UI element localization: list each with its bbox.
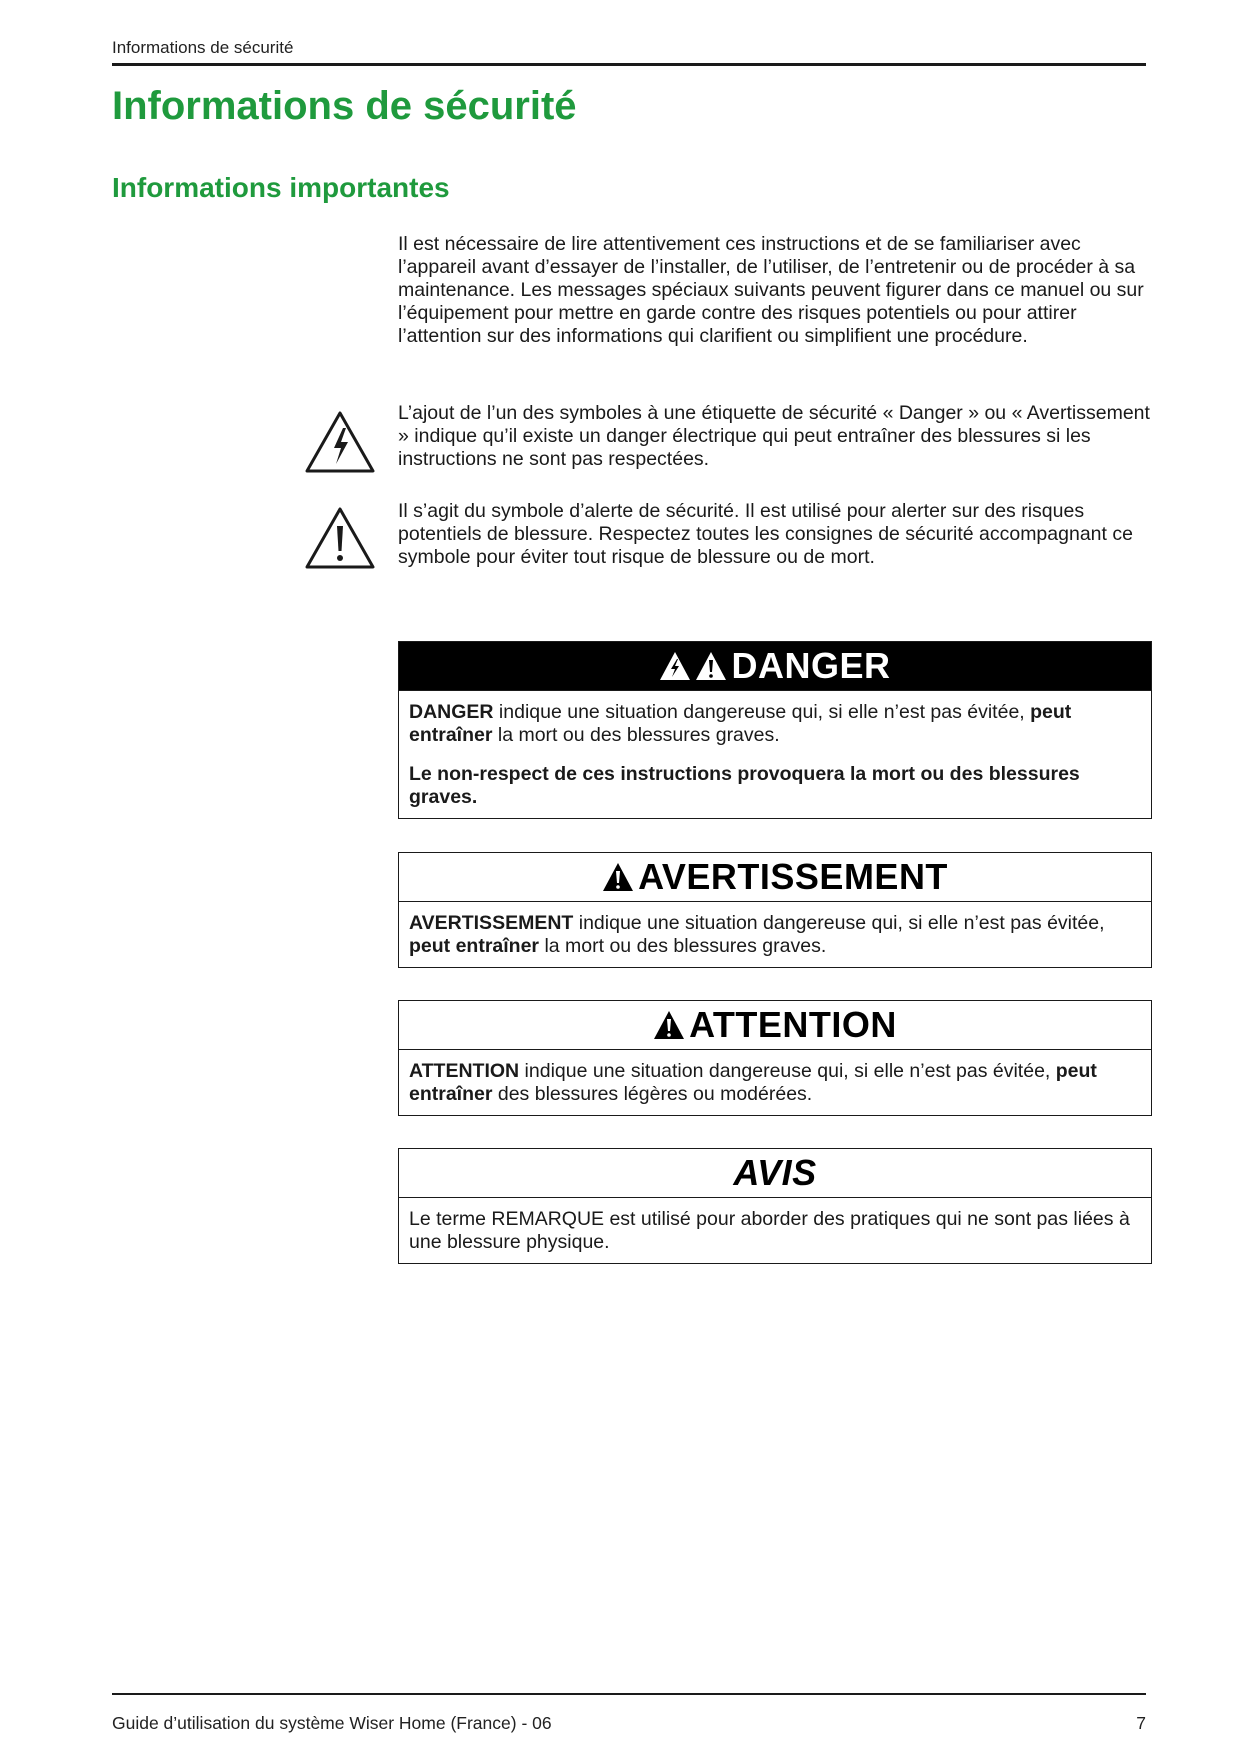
notice-body — [399, 1198, 1151, 1263]
page-number: 7 — [1136, 1713, 1146, 1733]
notice-header — [399, 1149, 1151, 1198]
caution-bold-a: peut entraîner — [409, 1060, 1097, 1105]
warning-text-a: indique une situation dangereuse qui, si elle n’est pas évitée, — [573, 912, 1105, 934]
danger-description — [409, 701, 1141, 747]
caution-header — [399, 1001, 1151, 1050]
safety-alert-icon — [304, 506, 376, 570]
electrical-hazard-icon — [659, 651, 691, 681]
footer-divider — [112, 1693, 1146, 1695]
footer-document-title: Guide d’utilisation du système Wiser Home (France) - 06 — [112, 1713, 552, 1733]
safety-alert-icon — [653, 1010, 685, 1040]
electrical-hazard-icon — [304, 410, 376, 474]
caution-body — [399, 1050, 1151, 1115]
danger-box — [398, 641, 1152, 819]
warning-text-b: la mort ou des blessures graves. — [539, 935, 827, 957]
safety-alert-icon — [695, 651, 727, 681]
caution-text-b: des blessures légères ou modérées. — [492, 1083, 813, 1105]
notice-description: Le terme REMARQUE est utilisé pour aborder des pratiques qui ne sont pas liées à une blessure physique. — [409, 1208, 1130, 1253]
danger-body — [399, 691, 1151, 818]
warning-box — [398, 852, 1152, 968]
safety-alert-icon — [602, 862, 634, 892]
caution-box — [398, 1000, 1152, 1116]
danger-note: Le non-respect de ces instructions provoquera la mort ou des blessures graves. — [409, 763, 1080, 808]
electrical-hazard-text: L’ajout de l’un des symboles à une étiquette de sécurité « Danger » ou « Avertissement » indique qu’il existe un danger électrique qui peut entraîner des blessures si les instructions ne sont pas respectées. — [398, 402, 1150, 470]
danger-bold-a: peut entraîner — [409, 701, 1072, 746]
running-header: Informations de sécurité — [112, 38, 294, 57]
danger-text-b: la mort ou des blessures graves. — [492, 724, 780, 746]
warning-body — [399, 902, 1151, 967]
danger-header — [399, 642, 1151, 691]
caution-description — [409, 1060, 1141, 1106]
warning-description — [409, 912, 1141, 958]
warning-header — [399, 853, 1151, 902]
warning-bold-a: peut entraîner — [409, 935, 540, 957]
notice-box — [398, 1148, 1152, 1264]
warning-term: AVERTISSEMENT — [409, 912, 574, 934]
page-title: Informations de sécurité — [112, 84, 577, 128]
header-divider — [112, 63, 1146, 66]
caution-text-a: indique une situation dangereuse qui, si elle n’est pas évitée, — [519, 1060, 1056, 1082]
caution-term: ATTENTION — [409, 1060, 520, 1082]
danger-text-a: indique une situation dangereuse qui, si elle n’est pas évitée, — [493, 701, 1031, 723]
danger-term: DANGER — [409, 701, 494, 723]
caution-title: ATTENTION — [689, 1004, 897, 1045]
notice-title: AVIS — [733, 1152, 817, 1193]
intro-paragraph: Il est nécessaire de lire attentivement ces instructions et de se familiariser avec l’appareil avant d’essayer de l’installer, de l’utiliser, de l’entretenir ou de procéder à sa maintenance. Les messages spéciaux suivants peuvent figurer dans ce manuel ou sur l’équipement pour mettre en garde contre des risques potentiels ou pour attirer l’attention sur des informations qui clarifient ou simplifient une procédure. — [398, 233, 1144, 347]
section-title: Informations importantes — [112, 172, 450, 203]
warning-title: AVERTISSEMENT — [638, 856, 948, 897]
safety-alert-text: Il s’agit du symbole d’alerte de sécurité. Il est utilisé pour alerter sur des risques potentiels de blessure. Respectez toutes les consignes de sécurité accompagnant ce symbole pour éviter tout risque de blessure ou de mort. — [398, 500, 1133, 568]
danger-title: DANGER — [731, 645, 891, 686]
